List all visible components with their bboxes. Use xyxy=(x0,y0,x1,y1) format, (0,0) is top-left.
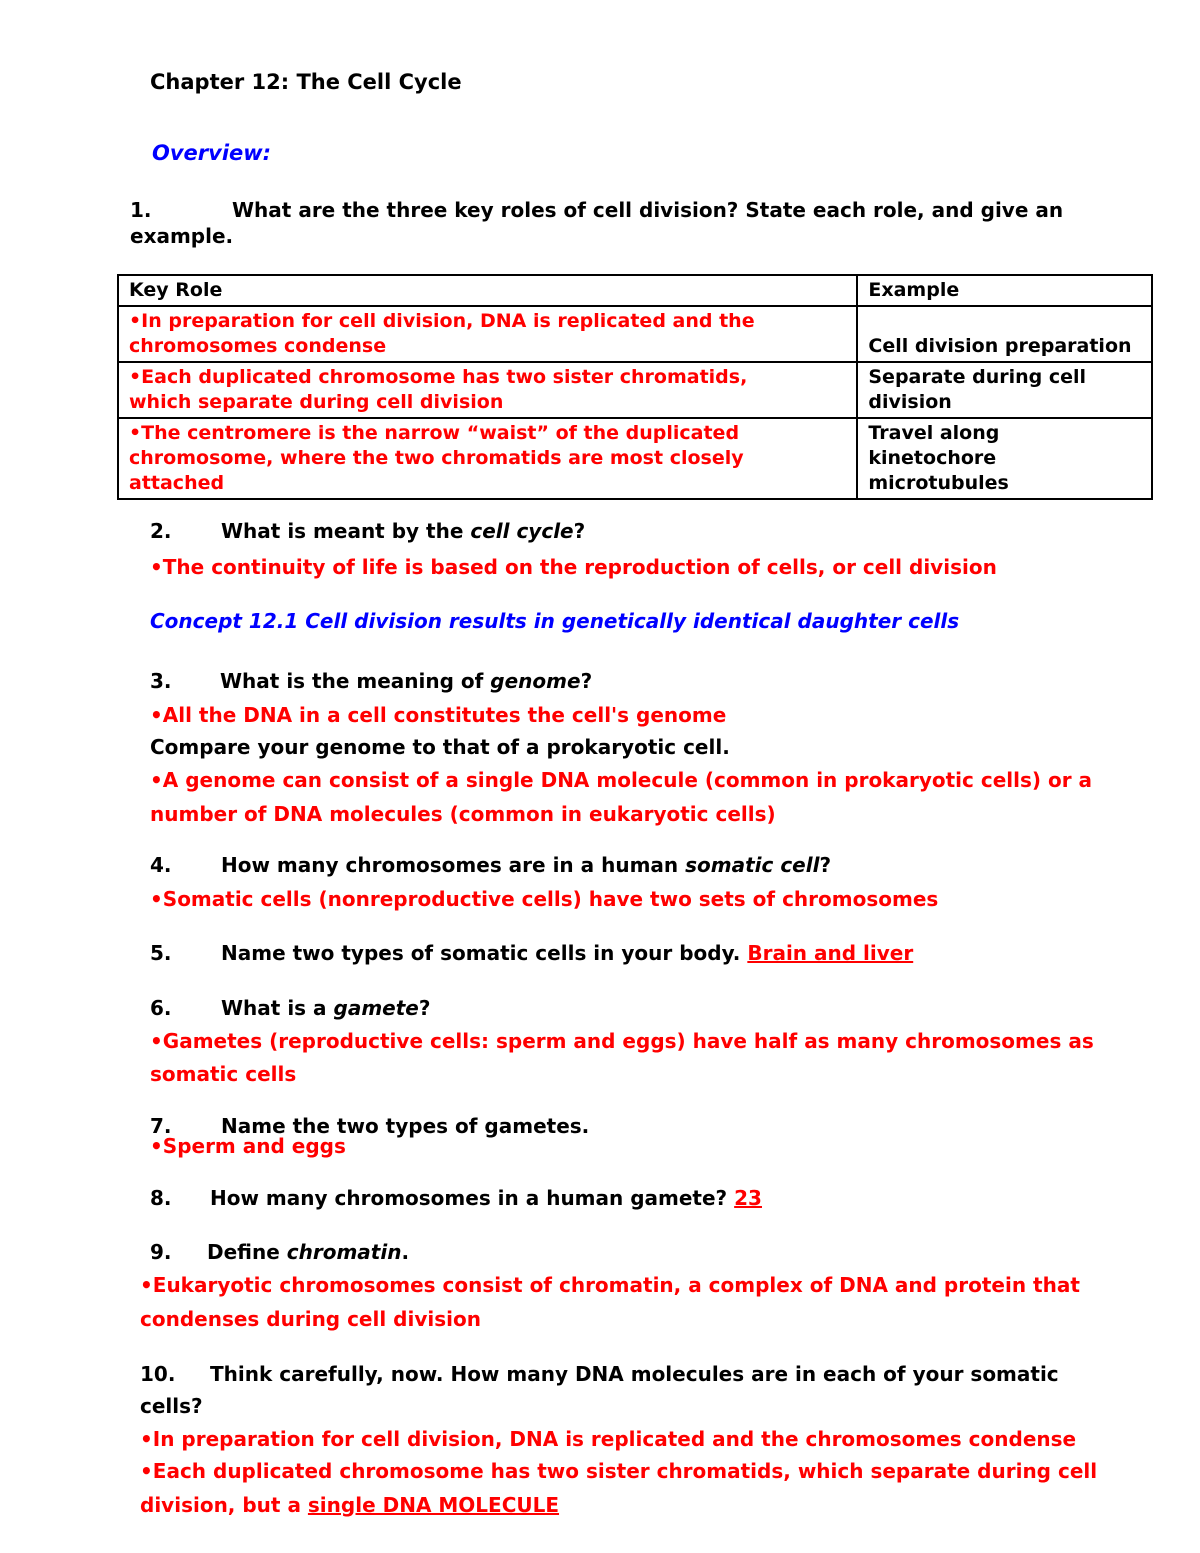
question-number: 10. xyxy=(140,1362,176,1386)
question-text: Name the two types of gametes. xyxy=(221,1114,590,1138)
question-number: 4. xyxy=(150,853,172,877)
question-text: How many chromosomes in a human gamete? xyxy=(210,1186,728,1210)
answer-2: •The continuity of life is based on the reproduction of cells, or cell division xyxy=(150,555,997,579)
question-text: What are the three key roles of cell division? State each role, and give an xyxy=(232,198,1064,222)
cell-line: division xyxy=(868,391,952,413)
table-row xyxy=(118,362,1152,418)
cell-line: microtubules xyxy=(868,472,1009,494)
concept-heading: Concept 12.1 Cell division results in genetically identical daughter cells xyxy=(150,609,960,633)
question-text: Think carefully, now. How many DNA molecules are in each of your somatic xyxy=(210,1362,1059,1386)
question-suffix: . xyxy=(401,1240,410,1264)
table-cell-example xyxy=(857,418,1152,499)
page-title: Chapter 12: The Cell Cycle xyxy=(150,70,462,94)
question-10 xyxy=(140,1362,1059,1386)
answer-3-followup-line2: number of DNA molecules (common in eukaryotic cells) xyxy=(150,802,776,826)
question-number: 2. xyxy=(150,519,172,543)
question-10-line2: cells? xyxy=(140,1394,203,1418)
question-1-line2: example. xyxy=(130,224,234,248)
cell-line: •The centromere is the narrow “waist” of the duplicated xyxy=(129,422,740,444)
question-number: 7. xyxy=(150,1114,172,1138)
question-4 xyxy=(150,853,831,877)
answer-8: 23 xyxy=(734,1186,762,1210)
cell-line: Travel along xyxy=(868,422,1000,444)
question-suffix: ? xyxy=(580,669,593,693)
question-text: What is a xyxy=(221,996,327,1020)
question-number: 3. xyxy=(150,669,172,693)
question-text: Define xyxy=(207,1240,280,1264)
cell-line: chromosome, where the two chromatids are most closely xyxy=(129,447,744,469)
table-cell-role xyxy=(118,418,857,499)
answer-10-emphasis: single DNA MOLECULE xyxy=(307,1493,560,1517)
question-term: cell cycle xyxy=(470,519,574,543)
question-text: What is meant by the xyxy=(221,519,464,543)
question-text: Name two types of somatic cells in your body. xyxy=(221,941,741,965)
question-number: 6. xyxy=(150,996,172,1020)
question-6 xyxy=(150,996,430,1020)
cell-line: Separate during cell xyxy=(868,366,1087,388)
table-header-example: Example xyxy=(857,275,1152,306)
cell-line: Cell division preparation xyxy=(868,335,1132,357)
question-3 xyxy=(150,669,592,693)
table-row xyxy=(118,306,1152,362)
key-roles-table xyxy=(117,274,1153,500)
question-term: chromatin xyxy=(286,1240,402,1264)
answer-9-line1: •Eukaryotic chromosomes consist of chromatin, a complex of DNA and protein that xyxy=(140,1273,1080,1297)
question-suffix: ? xyxy=(418,996,431,1020)
question-term: gamete xyxy=(333,996,419,1020)
question-5 xyxy=(150,941,913,965)
table-cell-role xyxy=(118,306,857,362)
question-1 xyxy=(130,198,1063,222)
question-2 xyxy=(150,519,585,543)
question-text: How many chromosomes are in a human xyxy=(221,853,679,877)
question-number: 5. xyxy=(150,941,172,965)
cell-line: which separate during cell division xyxy=(129,391,504,413)
cell-line: attached xyxy=(129,472,225,494)
answer-3: •All the DNA in a cell constitutes the cell's genome xyxy=(150,703,727,727)
table-header-key-role: Key Role xyxy=(118,275,857,306)
cell-line: •In preparation for cell division, DNA is replicated and the xyxy=(129,310,755,332)
answer-6-line1: •Gametes (reproductive cells: sperm and eggs) have half as many chromosomes as xyxy=(150,1029,1094,1053)
answer-10-line2: •Each duplicated chromosome has two sister chromatids, which separate during cell xyxy=(140,1459,1098,1483)
overview-heading: Overview: xyxy=(152,141,272,165)
question-term: genome xyxy=(490,669,581,693)
question-suffix: ? xyxy=(573,519,586,543)
answer-10-line3 xyxy=(140,1493,559,1517)
answer-10-line1: •In preparation for cell division, DNA is replicated and the chromosomes condense xyxy=(140,1427,1077,1451)
answer-5: Brain and liver xyxy=(747,941,914,965)
question-number: 9. xyxy=(150,1240,172,1264)
answer-9-line2: condenses during cell division xyxy=(140,1307,481,1331)
question-text: What is the meaning of xyxy=(220,669,484,693)
answer-10-line3-text: division, but a xyxy=(140,1493,301,1517)
question-number: 8. xyxy=(150,1186,172,1210)
question-number: 1. xyxy=(130,198,152,222)
answer-7: •Sperm and eggs xyxy=(150,1134,346,1158)
table-cell-role xyxy=(118,362,857,418)
question-9 xyxy=(150,1240,409,1264)
cell-line: chromosomes condense xyxy=(129,335,387,357)
question-8 xyxy=(150,1186,762,1210)
cell-line: kinetochore xyxy=(868,447,997,469)
question-3-followup: Compare your genome to that of a prokaryotic cell. xyxy=(150,735,730,759)
table-cell-example xyxy=(857,306,1152,362)
table-header-row xyxy=(118,275,1152,306)
answer-4: •Somatic cells (nonreproductive cells) have two sets of chromosomes xyxy=(150,887,939,911)
question-suffix: ? xyxy=(819,853,832,877)
answer-6-line2: somatic cells xyxy=(150,1062,297,1086)
cell-line: •Each duplicated chromosome has two sister chromatids, xyxy=(129,366,748,388)
table-cell-example xyxy=(857,362,1152,418)
answer-3-followup-line1: •A genome can consist of a single DNA molecule (common in prokaryotic cells) or a xyxy=(150,768,1093,792)
question-term: somatic cell xyxy=(685,853,820,877)
table-row xyxy=(118,418,1152,499)
